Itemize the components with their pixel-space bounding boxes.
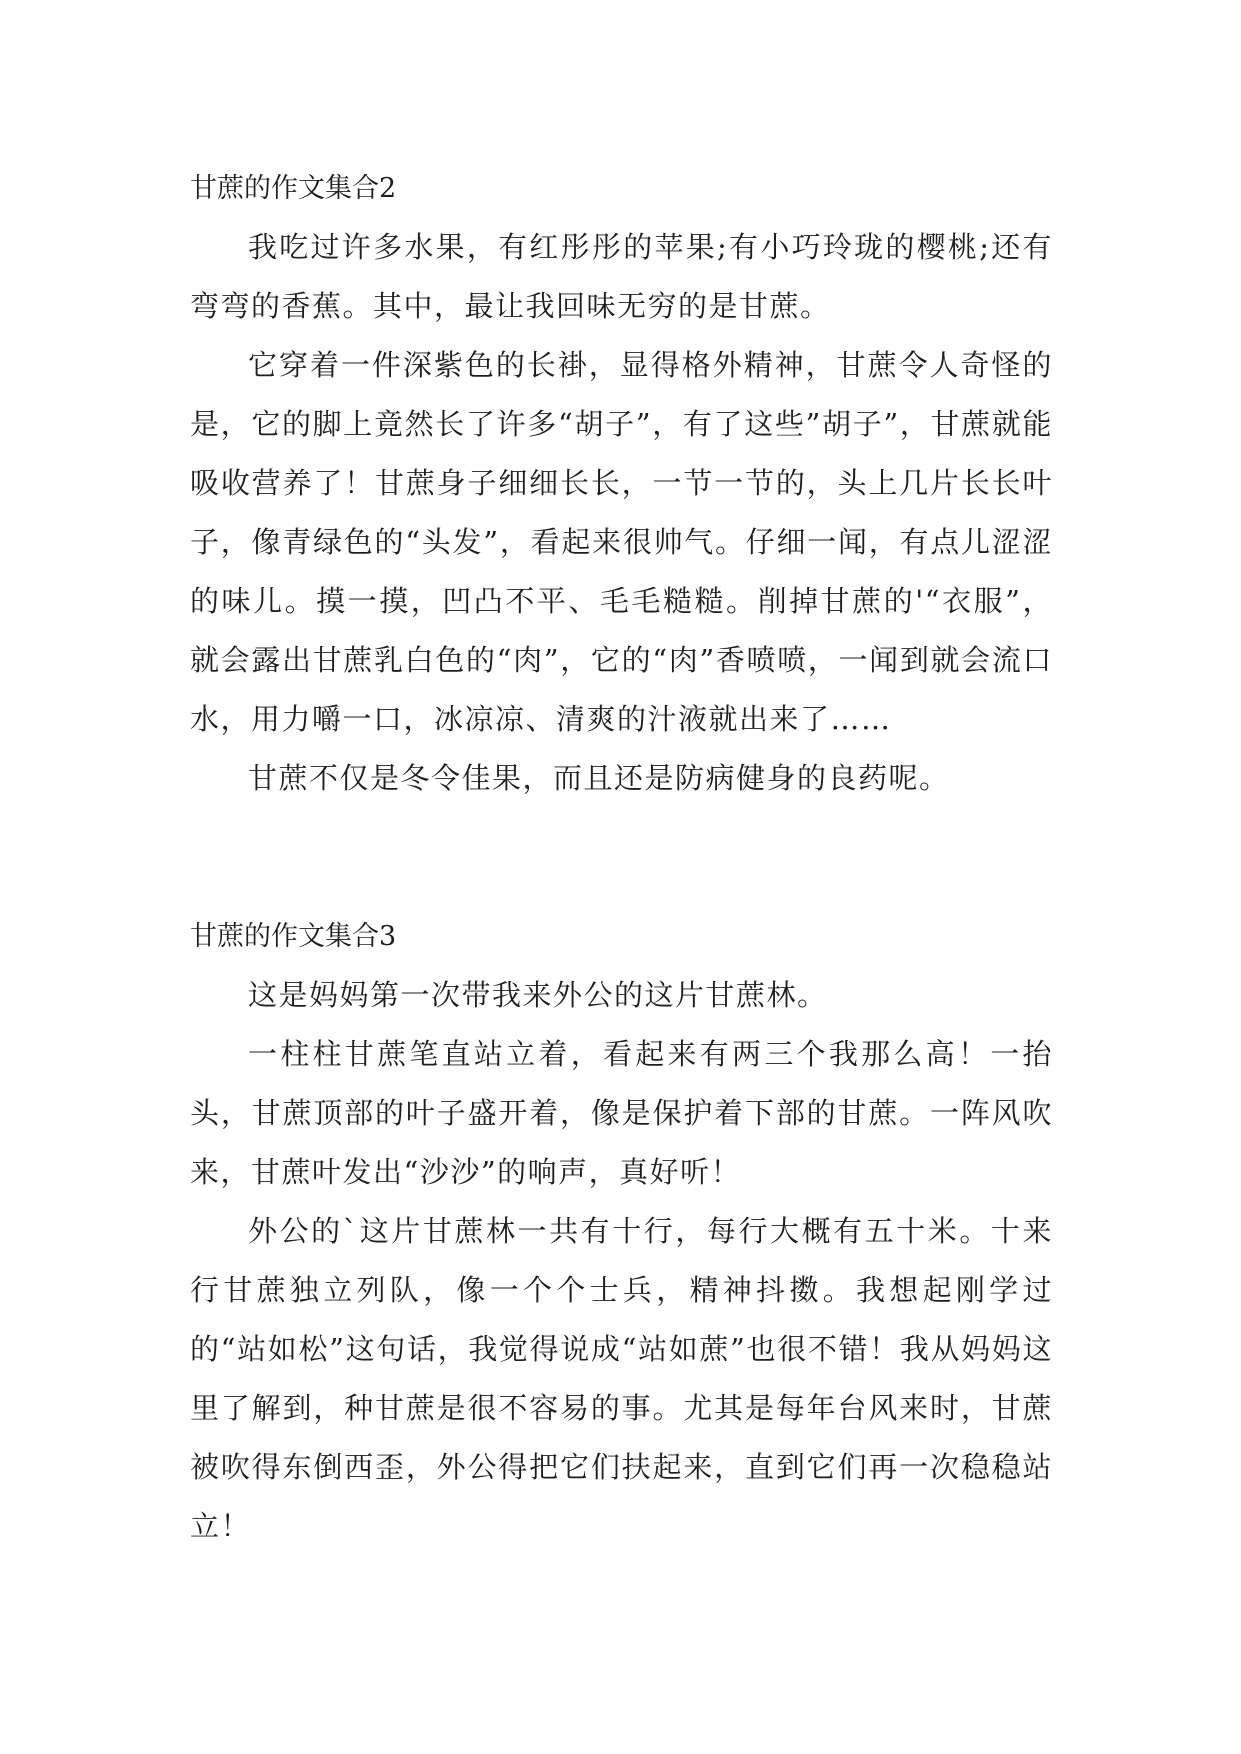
paragraph: 外公的`这片甘蔗林一共有十行，每行大概有五十米。十来行甘蔗独立列队，像一个个士兵，精神抖擞。我想起刚学过的“站如松”这句话，我觉得说成“站如蔗”也很不错！我从妈妈这里了解到，种甘蔗是很不容易的事。尤其是每年台风来时，甘蔗被吹得东倒西歪，外公得把它们扶起来，直到它们再一次稳稳站立！ <box>190 1214 1053 1543</box>
paragraph: 一柱柱甘蔗笔直站立着，看起来有两三个我那么高！一抬头，甘蔗顶部的叶子盛开着，像是保护着下部的甘蔗。一阵风吹来，甘蔗叶发出“沙沙”的响声，真好听！ <box>190 1037 1053 1189</box>
section-heading: 甘蔗的作文集合2 <box>190 173 397 204</box>
document-page <box>190 0 1053 1754</box>
essay-section-2 <box>190 160 1053 808</box>
section-heading: 甘蔗的作文集合3 <box>190 921 397 952</box>
paragraph: 这是妈妈第一次带我来外公的这片甘蔗林。 <box>248 978 828 1012</box>
paragraph: 它穿着一件深紫色的长褂，显得格外精神，甘蔗令人奇怪的是，它的脚上竟然长了许多“胡子”，有了这些”胡子”，甘蔗就能吸收营养了！甘蔗身子细细长长，一节一节的，头上几片长长叶子，像青绿色的“头发”，看起来很帅气。仔细一闻，有点儿涩涩的味儿。摸一摸，凹凸不平、毛毛糙糙。削掉甘蔗的'“衣服”，就会露出甘蔗乳白色的“肉”，它的“肉”香喷喷，一闻到就会流口水，用力嚼一口，冰凉凉、清爽的汁液就出来了…… <box>190 348 1053 736</box>
essay-section-3 <box>190 908 1053 1556</box>
paragraph: 甘蔗不仅是冬令佳果，而且还是防病健身的良药呢。 <box>248 761 950 795</box>
paragraph: 我吃过许多水果，有红彤彤的苹果;有小巧玲珑的樱桃;还有弯弯的香蕉。其中，最让我回味无穷的是甘蔗。 <box>190 230 1053 323</box>
